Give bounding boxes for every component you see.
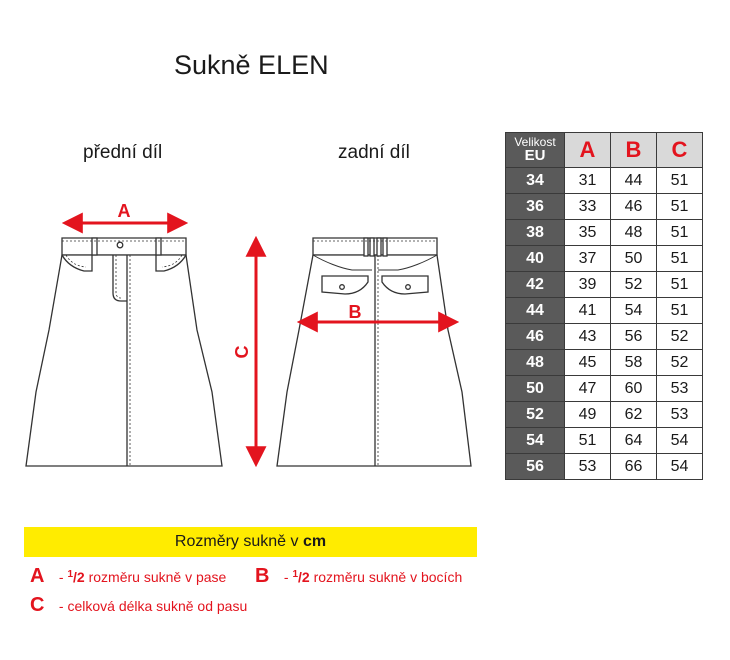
header-eu-label: EU <box>524 147 546 165</box>
back-waistband <box>313 238 437 255</box>
value-b-cell: 54 <box>611 298 657 324</box>
size-row <box>506 298 703 324</box>
value-b-cell: 64 <box>611 428 657 454</box>
value-c-cell: 51 <box>657 272 703 298</box>
size-row <box>506 402 703 428</box>
front-button-icon <box>117 242 123 248</box>
size-cell: 40 <box>506 246 565 272</box>
size-row <box>506 350 703 376</box>
value-c-cell: 52 <box>657 350 703 376</box>
value-c-cell: 51 <box>657 220 703 246</box>
size-cell: 54 <box>506 428 565 454</box>
header-size-label: Velikost <box>514 134 556 149</box>
value-c-cell: 53 <box>657 402 703 428</box>
dimension-c-label: C <box>232 345 252 359</box>
size-row <box>506 428 703 454</box>
skirt-diagrams <box>0 0 480 480</box>
value-c-cell: 54 <box>657 428 703 454</box>
header-a: A <box>565 133 611 168</box>
size-row <box>506 454 703 480</box>
value-a-cell: 47 <box>565 376 611 402</box>
legend-b-desc: rozměru sukně v bocích <box>309 569 463 585</box>
value-a-cell: 33 <box>565 194 611 220</box>
legend-a-desc: rozměru sukně v pase <box>84 569 227 585</box>
value-b-cell: 48 <box>611 220 657 246</box>
legend-c-letter: C <box>30 594 45 616</box>
value-a-cell: 45 <box>565 350 611 376</box>
page-title: Sukně ELEN <box>174 50 329 80</box>
measurements-banner <box>24 527 477 557</box>
value-c-cell: 51 <box>657 194 703 220</box>
value-c-cell: 54 <box>657 454 703 480</box>
dimension-b-label: B <box>348 302 362 322</box>
front-skirt-drawing <box>26 238 222 466</box>
front-waistband <box>62 238 186 255</box>
value-a-cell: 43 <box>565 324 611 350</box>
legend-a-text <box>59 569 226 585</box>
value-a-cell: 37 <box>565 246 611 272</box>
size-row <box>506 324 703 350</box>
legend-b-frac: /2 <box>298 569 310 585</box>
legend-b-prefix: - <box>283 569 293 585</box>
value-c-cell: 52 <box>657 324 703 350</box>
value-b-cell: 62 <box>611 402 657 428</box>
value-a-cell: 35 <box>565 220 611 246</box>
size-cell: 36 <box>506 194 565 220</box>
size-cell: 52 <box>506 402 565 428</box>
front-piece-label: přední díl <box>83 142 163 163</box>
dimension-a-label: A <box>117 201 131 221</box>
legend-b <box>255 565 462 588</box>
header-size-eu <box>506 133 565 168</box>
value-b-cell: 56 <box>611 324 657 350</box>
size-row <box>506 168 703 194</box>
value-b-cell: 58 <box>611 350 657 376</box>
size-cell: 48 <box>506 350 565 376</box>
size-row <box>506 220 703 246</box>
legend-b-text <box>284 569 462 585</box>
legend-b-letter: B <box>255 565 270 587</box>
value-c-cell: 51 <box>657 246 703 272</box>
size-cell: 38 <box>506 220 565 246</box>
size-row <box>506 246 703 272</box>
size-row <box>506 376 703 402</box>
value-a-cell: 39 <box>565 272 611 298</box>
size-table-header <box>506 133 703 168</box>
size-cell: 46 <box>506 324 565 350</box>
value-a-cell: 49 <box>565 402 611 428</box>
size-cell: 56 <box>506 454 565 480</box>
back-skirt-body <box>277 255 471 466</box>
legend-b-sup: 1 <box>292 569 299 580</box>
value-b-cell: 44 <box>611 168 657 194</box>
legend-a <box>30 565 226 588</box>
legend-a-frac: /2 <box>73 569 85 585</box>
size-cell: 42 <box>506 272 565 298</box>
legend-a-letter: A <box>30 565 45 587</box>
legend-c-desc: - celková délka sukně od pasu <box>58 598 248 614</box>
value-b-cell: 60 <box>611 376 657 402</box>
value-b-cell: 46 <box>611 194 657 220</box>
back-piece-label: zadní díl <box>338 142 410 163</box>
legend-a-prefix: - <box>58 569 68 585</box>
value-c-cell: 51 <box>657 298 703 324</box>
size-cell: 50 <box>506 376 565 402</box>
banner-text: Rozměry sukně v <box>174 533 299 550</box>
size-row <box>506 272 703 298</box>
size-row <box>506 194 703 220</box>
value-a-cell: 31 <box>565 168 611 194</box>
back-skirt-drawing <box>277 238 471 466</box>
value-b-cell: 66 <box>611 454 657 480</box>
value-a-cell: 41 <box>565 298 611 324</box>
value-c-cell: 51 <box>657 168 703 194</box>
legend-a-sup: 1 <box>67 569 74 580</box>
value-b-cell: 52 <box>611 272 657 298</box>
value-a-cell: 53 <box>565 454 611 480</box>
size-cell: 34 <box>506 168 565 194</box>
value-b-cell: 50 <box>611 246 657 272</box>
header-c: C <box>657 133 703 168</box>
size-table <box>505 132 703 480</box>
header-b: B <box>611 133 657 168</box>
front-skirt-body <box>26 255 222 466</box>
value-a-cell: 51 <box>565 428 611 454</box>
legend-c <box>30 594 247 617</box>
size-cell: 44 <box>506 298 565 324</box>
banner-unit: cm <box>302 533 327 550</box>
value-c-cell: 53 <box>657 376 703 402</box>
